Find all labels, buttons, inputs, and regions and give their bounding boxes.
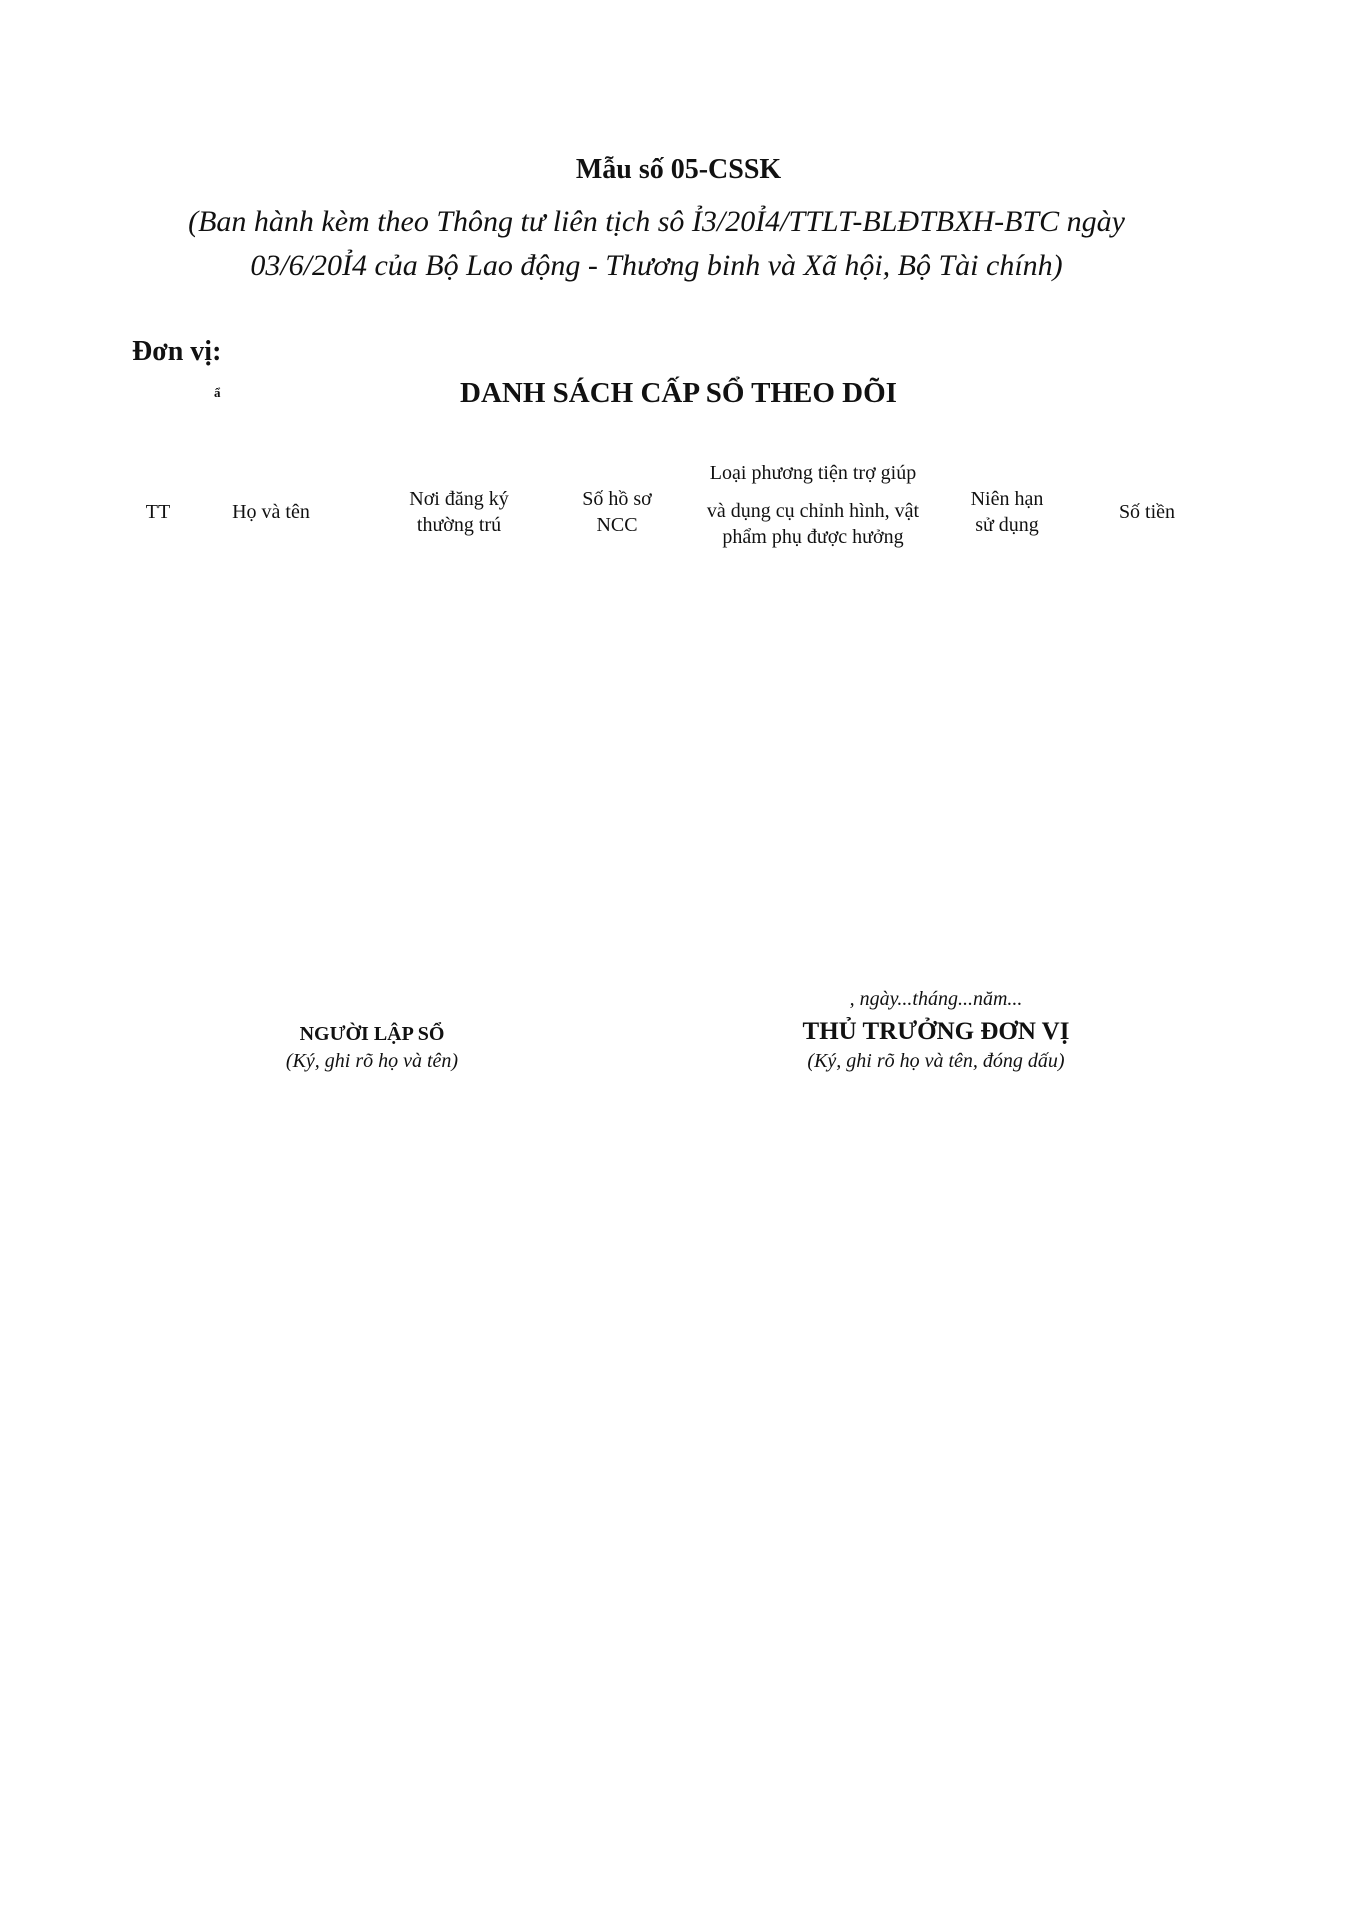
column-header-aid-type [690,460,936,550]
column-header-file-number [562,486,672,538]
issued-note-line-1: (Ban hành kèm theo Thông tư liên tịch sô Ỉ3/20Ỉ4/TTLT-BLĐTBXH-BTC ngày [188,205,1125,238]
column-header-term-line-1: Niên hạn [970,488,1044,510]
column-header-amount: Số tiền [1118,501,1176,523]
column-header-type-line-3: phẩm phụ được hưởng [722,526,904,548]
column-header-name: Họ và tên [232,501,310,523]
head-of-unit-note: (Ký, ghi rõ họ và tên, đóng dấu) [807,1050,1065,1072]
head-of-unit-title: THỦ TRƯỞNG ĐƠN VỊ [802,1018,1070,1045]
column-header-tt: TT [145,501,171,523]
signature-date-line: , ngày...tháng...năm... [849,988,1023,1010]
column-header-term-line-2: sử dụng [975,514,1039,536]
form-number: Mẫu số 05-CSSK [575,154,782,185]
column-header-file-line-1: Số hồ sơ [582,488,652,510]
column-header-address [392,486,526,538]
preparer-note: (Ký, ghi rõ họ và tên) [285,1050,459,1072]
list-title: DANH SÁCH CẤP SỔ THEO DÕI [460,377,897,409]
column-header-usage-term [946,486,1068,538]
unit-label: Đơn vị: [132,336,222,367]
column-header-file-line-2: NCC [596,514,638,536]
column-header-address-line-2: thường trú [416,514,502,536]
preparer-title: NGƯỜI LẬP SỔ [299,1023,445,1045]
column-header-address-line-1: Nơi đăng ký [409,488,509,510]
column-header-type-line-2: và dụng cụ chỉnh hình, vật [706,500,920,522]
issued-note-line-2: 03/6/20Ỉ4 của Bộ Lao động - Thương binh và Xã hội, Bộ Tài chính) [250,249,1063,282]
stray-mark: ẩ [214,385,221,400]
column-header-type-line-1: Loại phương tiện trợ giúp [709,462,917,484]
